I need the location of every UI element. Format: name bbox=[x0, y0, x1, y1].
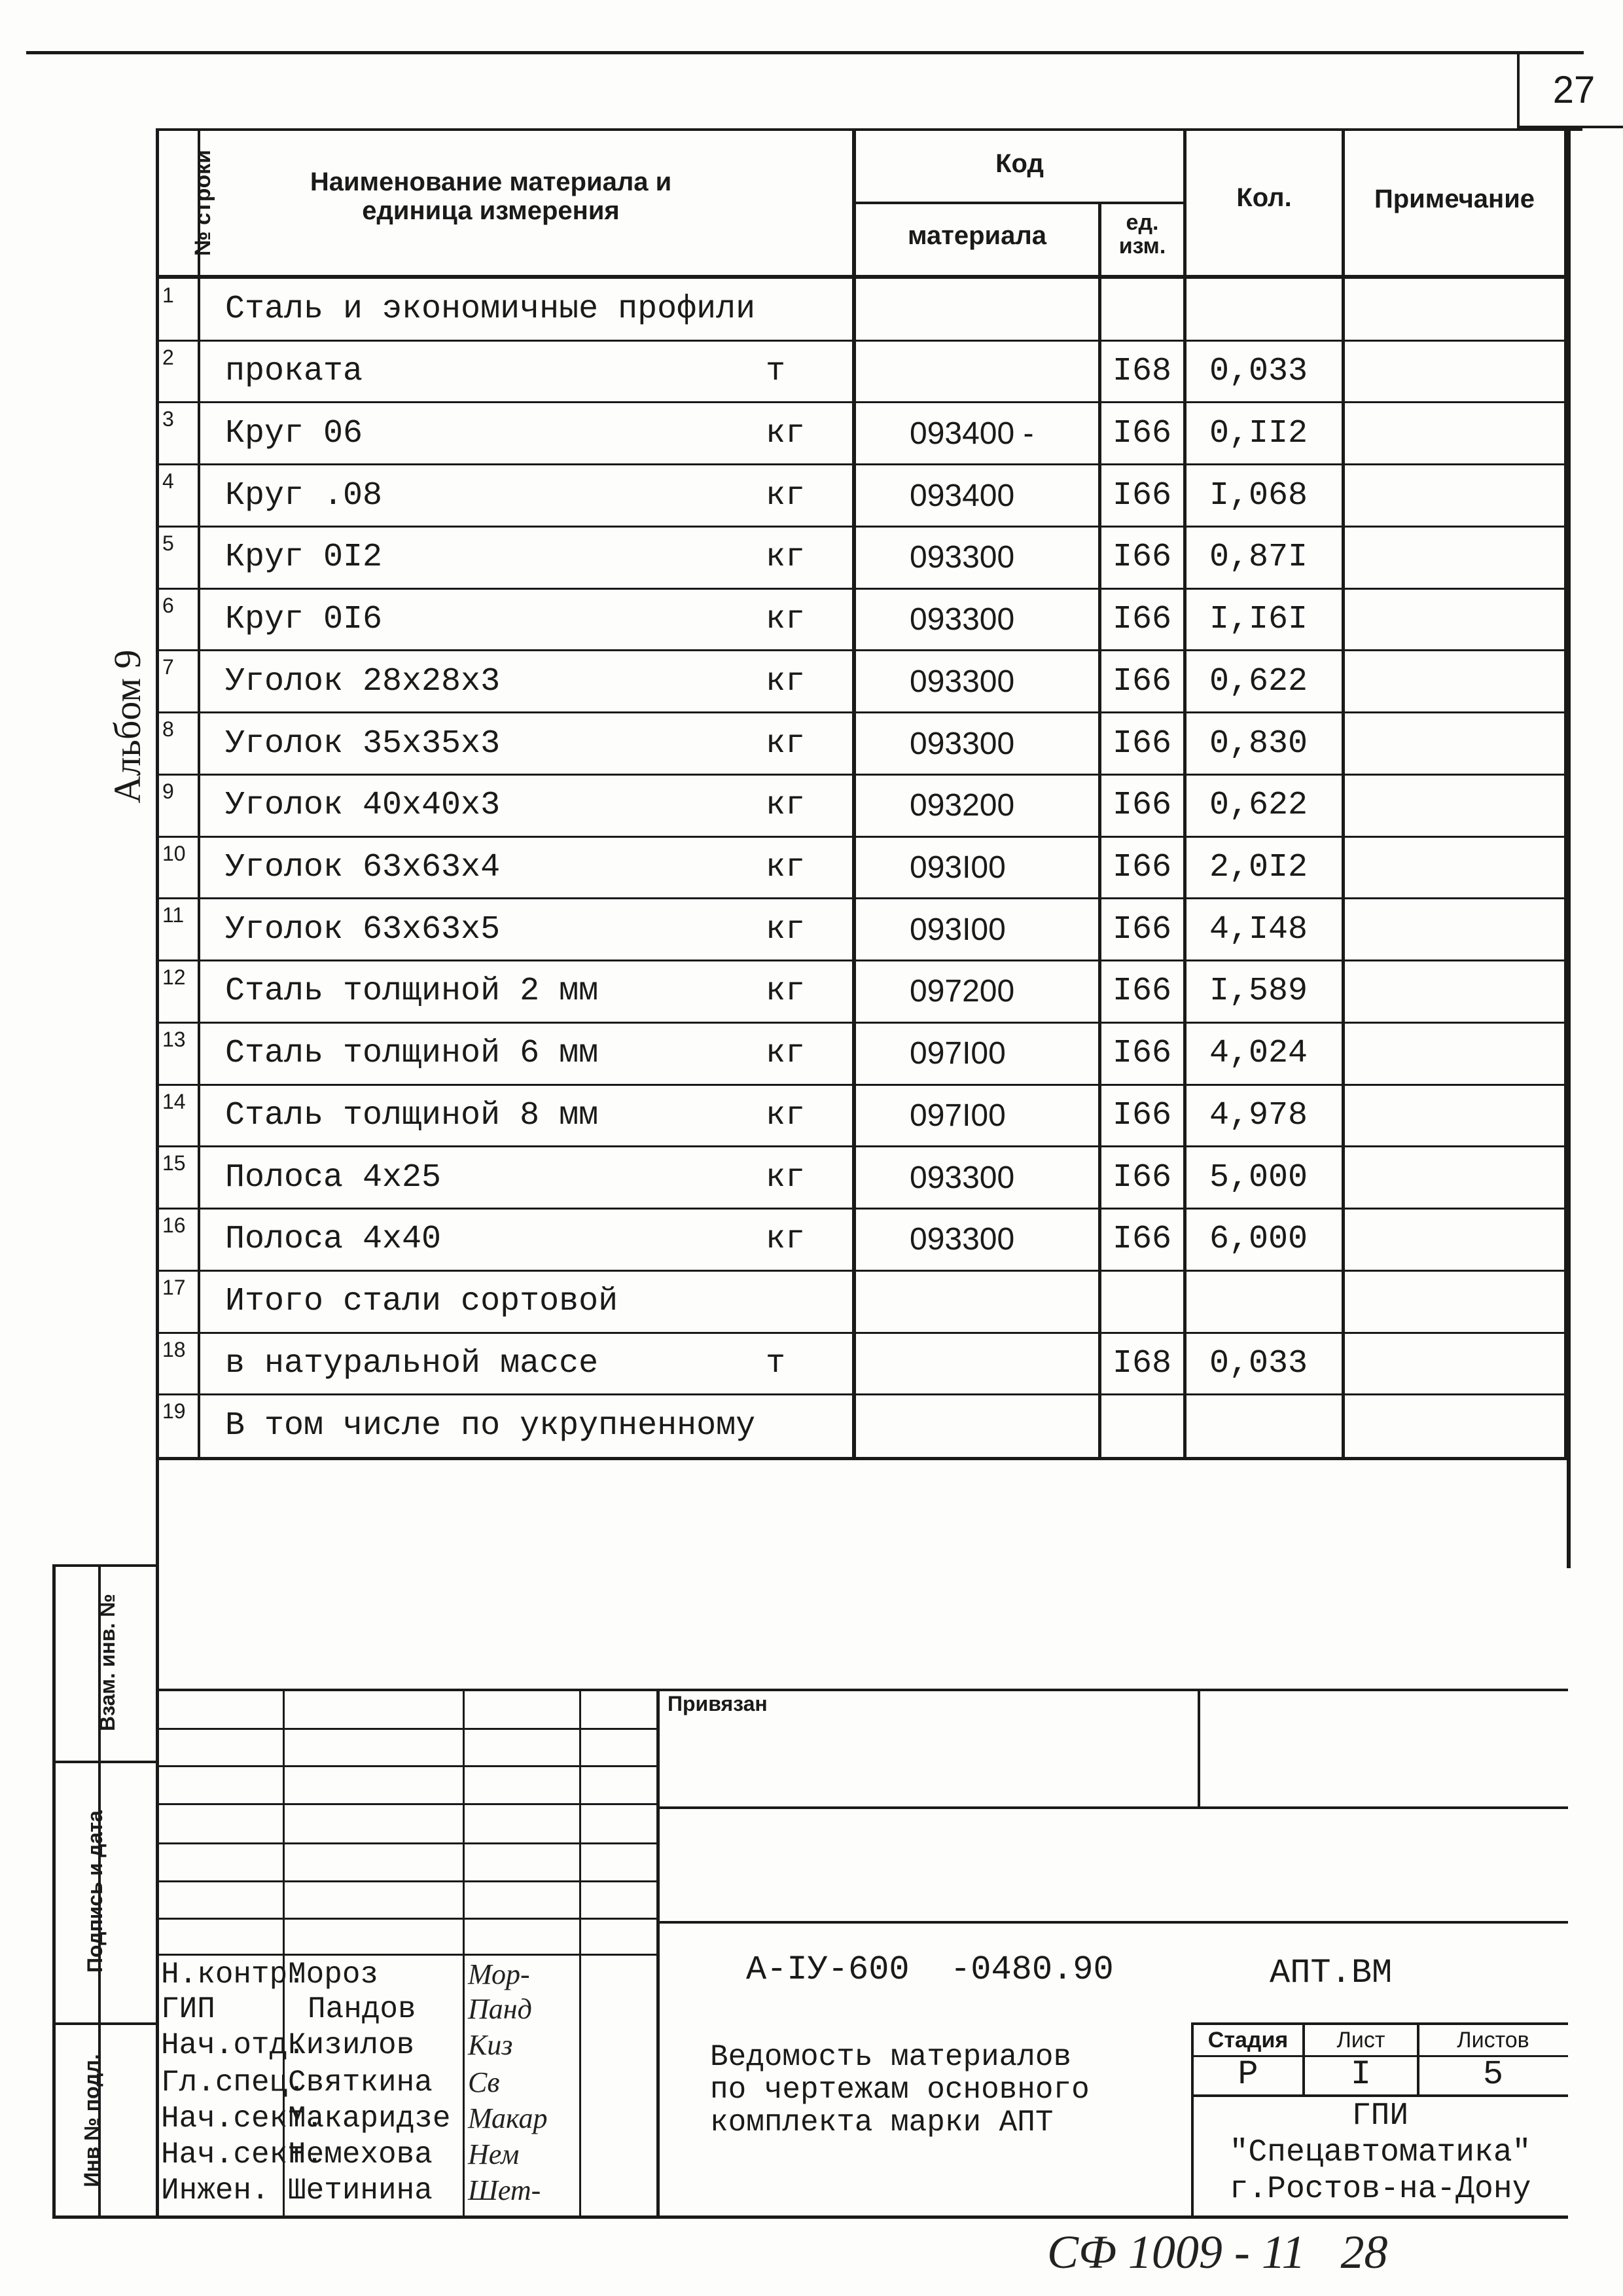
signer-role: Нач.сект. bbox=[161, 2102, 324, 2136]
material-code-header: материала bbox=[907, 221, 1047, 250]
quantity: 0,622 bbox=[1209, 787, 1308, 825]
row-divider bbox=[156, 401, 1567, 403]
row-number: 4 bbox=[162, 469, 174, 493]
measure-unit: кг bbox=[766, 973, 806, 1011]
quantity: I,589 bbox=[1209, 973, 1308, 1011]
material-code: 093I00 bbox=[910, 850, 1006, 885]
row-divider bbox=[156, 1022, 1567, 1024]
quantity: 0,830 bbox=[1209, 725, 1308, 762]
row-number: 14 bbox=[162, 1089, 186, 1113]
material-code: 093400 - bbox=[910, 416, 1034, 451]
row-divider bbox=[156, 774, 1567, 776]
signer-role: Нач.сект. bbox=[161, 2138, 324, 2172]
unit-code: I66 bbox=[1113, 414, 1172, 452]
quantity: 4,I48 bbox=[1209, 910, 1308, 948]
quantity: 4,978 bbox=[1209, 1096, 1308, 1134]
material-name: Полоса 4х25 bbox=[225, 1158, 442, 1196]
material-name: Полоса 4х40 bbox=[225, 1221, 442, 1259]
signature: Мор- bbox=[468, 1958, 530, 1990]
material-name: Сталь толщиной 2 мм bbox=[225, 973, 599, 1011]
sheet-label: Лист bbox=[1336, 2028, 1385, 2053]
unit-code: I66 bbox=[1113, 539, 1172, 577]
quantity: 5,000 bbox=[1209, 1158, 1308, 1196]
measure-unit: кг bbox=[766, 849, 806, 886]
measure-unit: кг bbox=[766, 414, 806, 452]
row-divider bbox=[156, 526, 1567, 528]
unit-code: I66 bbox=[1113, 1221, 1172, 1259]
measure-unit: кг bbox=[766, 539, 806, 577]
row-number: 19 bbox=[162, 1399, 186, 1424]
organization-line: ГПИ bbox=[1351, 2098, 1409, 2134]
quantity: 6,000 bbox=[1209, 1221, 1308, 1259]
row-number: 15 bbox=[162, 1151, 186, 1175]
document-code: А-IУ-600 -0480.90 bbox=[746, 1950, 1114, 1989]
sheets-label: Листов bbox=[1457, 2028, 1529, 2053]
quantity: 0,622 bbox=[1209, 662, 1308, 700]
material-code: 093300 bbox=[910, 540, 1015, 575]
row-number: 11 bbox=[162, 903, 185, 927]
signer-role: Гл.спец. bbox=[161, 2066, 306, 2100]
row-number: 13 bbox=[162, 1027, 186, 1051]
material-name: Сталь толщиной 6 мм bbox=[225, 1035, 599, 1073]
signer-name: Макаридзе bbox=[288, 2102, 451, 2136]
quantity: I,068 bbox=[1209, 476, 1308, 514]
material-code: 093300 bbox=[910, 726, 1015, 761]
measure-unit: кг bbox=[766, 1221, 806, 1259]
row-number: 3 bbox=[162, 407, 174, 431]
unit-code: I68 bbox=[1113, 1344, 1172, 1382]
measure-unit: т bbox=[766, 1344, 786, 1382]
material-name: Уголок 63х63х4 bbox=[225, 849, 501, 886]
row-divider bbox=[156, 960, 1567, 961]
footer-handwritten-note: СФ 1009 - 11 28 bbox=[1047, 2226, 1388, 2278]
measure-unit: кг bbox=[766, 787, 806, 825]
unit-code: I66 bbox=[1113, 849, 1172, 886]
material-name: В том числе по укрупненному bbox=[225, 1407, 756, 1444]
signature: Шет- bbox=[468, 2174, 541, 2206]
row-divider bbox=[156, 1270, 1567, 1272]
signature: Панд bbox=[468, 1993, 532, 2025]
material-name: Круг 06 bbox=[225, 414, 363, 452]
unit-code: I66 bbox=[1113, 1096, 1172, 1134]
material-code: 093300 bbox=[910, 1160, 1015, 1195]
row-divider bbox=[156, 1084, 1567, 1086]
quantity: 0,87I bbox=[1209, 539, 1308, 577]
stage-value: Р bbox=[1238, 2055, 1258, 2094]
measure-unit: кг bbox=[766, 1158, 806, 1196]
measure-unit: кг bbox=[766, 725, 806, 762]
unit-code: I66 bbox=[1113, 662, 1172, 700]
signature-date-label: Подпись и дата bbox=[83, 1810, 107, 1973]
unit-code: I66 bbox=[1113, 1158, 1172, 1196]
album-label: Альбом 9 bbox=[106, 649, 149, 804]
original-inventory-label: Инв № подл. bbox=[80, 2054, 103, 2187]
unit-code: I68 bbox=[1113, 353, 1172, 391]
measure-unit: кг bbox=[766, 910, 806, 948]
row-divider bbox=[156, 1208, 1567, 1210]
material-name: Сталь толщиной 8 мм bbox=[225, 1096, 599, 1134]
row-divider bbox=[156, 897, 1567, 899]
signer-name: Шетинина bbox=[288, 2174, 433, 2208]
binding-label: Привязан bbox=[668, 1692, 768, 1715]
row-divider bbox=[156, 463, 1567, 465]
measure-unit: кг bbox=[766, 1035, 806, 1073]
organization-line: "Спецавтоматика" bbox=[1229, 2135, 1531, 2170]
material-code: 097I00 bbox=[910, 1098, 1006, 1133]
row-divider bbox=[156, 711, 1567, 713]
unit-code: I66 bbox=[1113, 1035, 1172, 1073]
stage-label: Стадия bbox=[1207, 2028, 1289, 2053]
material-code: 093400 bbox=[910, 478, 1015, 513]
signature: Киз bbox=[468, 2029, 513, 2061]
sheets-value: 5 bbox=[1482, 2055, 1504, 2094]
material-name: Уголок 63х63х5 bbox=[225, 910, 501, 948]
signature: Св bbox=[468, 2066, 500, 2098]
signer-name: Святкина bbox=[288, 2066, 433, 2100]
code-header: Код bbox=[995, 149, 1044, 178]
row-number: 9 bbox=[162, 779, 174, 803]
signer-name: Немехова bbox=[288, 2138, 433, 2172]
material-name: Круг 0I2 bbox=[225, 539, 383, 577]
material-code: 093I00 bbox=[910, 912, 1006, 947]
row-number-header: № строки bbox=[190, 149, 215, 257]
document-title-line: по чертежам основного bbox=[710, 2073, 1090, 2107]
measure-unit: кг bbox=[766, 601, 806, 639]
quantity: 4,024 bbox=[1209, 1035, 1308, 1073]
quantity: 0,033 bbox=[1209, 1344, 1308, 1382]
unit-code: I66 bbox=[1113, 725, 1172, 762]
unit-code: I66 bbox=[1113, 601, 1172, 639]
measure-unit: кг bbox=[766, 476, 806, 514]
material-name: Круг 0I6 bbox=[225, 601, 383, 639]
unit-code-header: ед. изм. bbox=[1118, 210, 1166, 259]
unit-code: I66 bbox=[1113, 787, 1172, 825]
row-number: 8 bbox=[162, 717, 174, 742]
signature: Макар bbox=[468, 2102, 548, 2134]
measure-unit: т bbox=[766, 353, 786, 391]
row-divider bbox=[156, 1332, 1567, 1334]
page-number: 27 bbox=[1552, 69, 1596, 111]
material-name: Уголок 35х35х3 bbox=[225, 725, 501, 762]
material-name: Уголок 40х40х3 bbox=[225, 787, 501, 825]
row-divider bbox=[156, 1145, 1567, 1147]
material-name: Уголок 28х28х3 bbox=[225, 662, 501, 700]
signer-role: Инжен. bbox=[161, 2174, 270, 2208]
measure-unit: кг bbox=[766, 662, 806, 700]
sheet-value: I bbox=[1350, 2055, 1372, 2094]
drawing-mark: АПТ.ВМ bbox=[1270, 1954, 1393, 1992]
row-number: 2 bbox=[162, 345, 174, 369]
organization-line: г.Ростов-на-Дону bbox=[1229, 2172, 1531, 2207]
material-code: 097I00 bbox=[910, 1036, 1006, 1071]
row-number: 17 bbox=[162, 1275, 186, 1299]
quantity: 2,0I2 bbox=[1209, 849, 1308, 886]
material-code: 093200 bbox=[910, 788, 1015, 823]
unit-code: I66 bbox=[1113, 910, 1172, 948]
quantity: 0,II2 bbox=[1209, 414, 1308, 452]
row-divider bbox=[156, 649, 1567, 651]
row-divider bbox=[156, 588, 1567, 590]
unit-code: I66 bbox=[1113, 476, 1172, 514]
material-name: Итого стали сортовой bbox=[225, 1283, 618, 1321]
row-number: 12 bbox=[162, 965, 186, 990]
signer-name: Кизилов bbox=[288, 2028, 415, 2062]
material-code: 093300 bbox=[910, 1222, 1015, 1257]
row-number: 7 bbox=[162, 655, 174, 679]
material-code: 097200 bbox=[910, 974, 1015, 1009]
material-code: 093300 bbox=[910, 602, 1015, 637]
row-number: 5 bbox=[162, 531, 174, 555]
material-name: проката bbox=[225, 353, 363, 391]
document-title-line: Ведомость материалов bbox=[710, 2040, 1072, 2074]
row-number: 10 bbox=[162, 841, 186, 865]
signer-role: ГИП bbox=[161, 1992, 215, 2026]
quantity: 0,033 bbox=[1209, 353, 1308, 391]
row-number: 1 bbox=[162, 283, 174, 307]
row-number: 18 bbox=[162, 1337, 186, 1361]
material-code: 093300 bbox=[910, 664, 1015, 699]
replaced-inventory-label: Взам. инв. № bbox=[96, 1594, 119, 1731]
signer-name: Пандов bbox=[308, 1992, 416, 2026]
signature: Нем bbox=[468, 2138, 520, 2170]
material-name: Сталь и экономичные профили bbox=[225, 291, 756, 329]
quantity-header: Кол. bbox=[1236, 183, 1292, 212]
signer-role: Нач.отд. bbox=[161, 2028, 306, 2062]
note-header: Примечание bbox=[1374, 185, 1535, 213]
row-divider bbox=[156, 1393, 1567, 1395]
quantity: I,I6I bbox=[1209, 601, 1308, 639]
signer-role: Н.контр. bbox=[161, 1958, 306, 1992]
material-name-header: Наименование материала и единица измерения bbox=[310, 168, 672, 225]
row-divider bbox=[156, 340, 1567, 342]
document-title-line: комплекта марки АПТ bbox=[710, 2106, 1054, 2140]
measure-unit: кг bbox=[766, 1096, 806, 1134]
row-divider bbox=[156, 836, 1567, 838]
material-name: Круг .08 bbox=[225, 476, 383, 514]
row-number: 6 bbox=[162, 593, 174, 617]
material-name: в натуральной массе bbox=[225, 1344, 599, 1382]
unit-code: I66 bbox=[1113, 973, 1172, 1011]
row-number: 16 bbox=[162, 1213, 186, 1238]
signer-name: Мороз bbox=[288, 1958, 379, 1992]
